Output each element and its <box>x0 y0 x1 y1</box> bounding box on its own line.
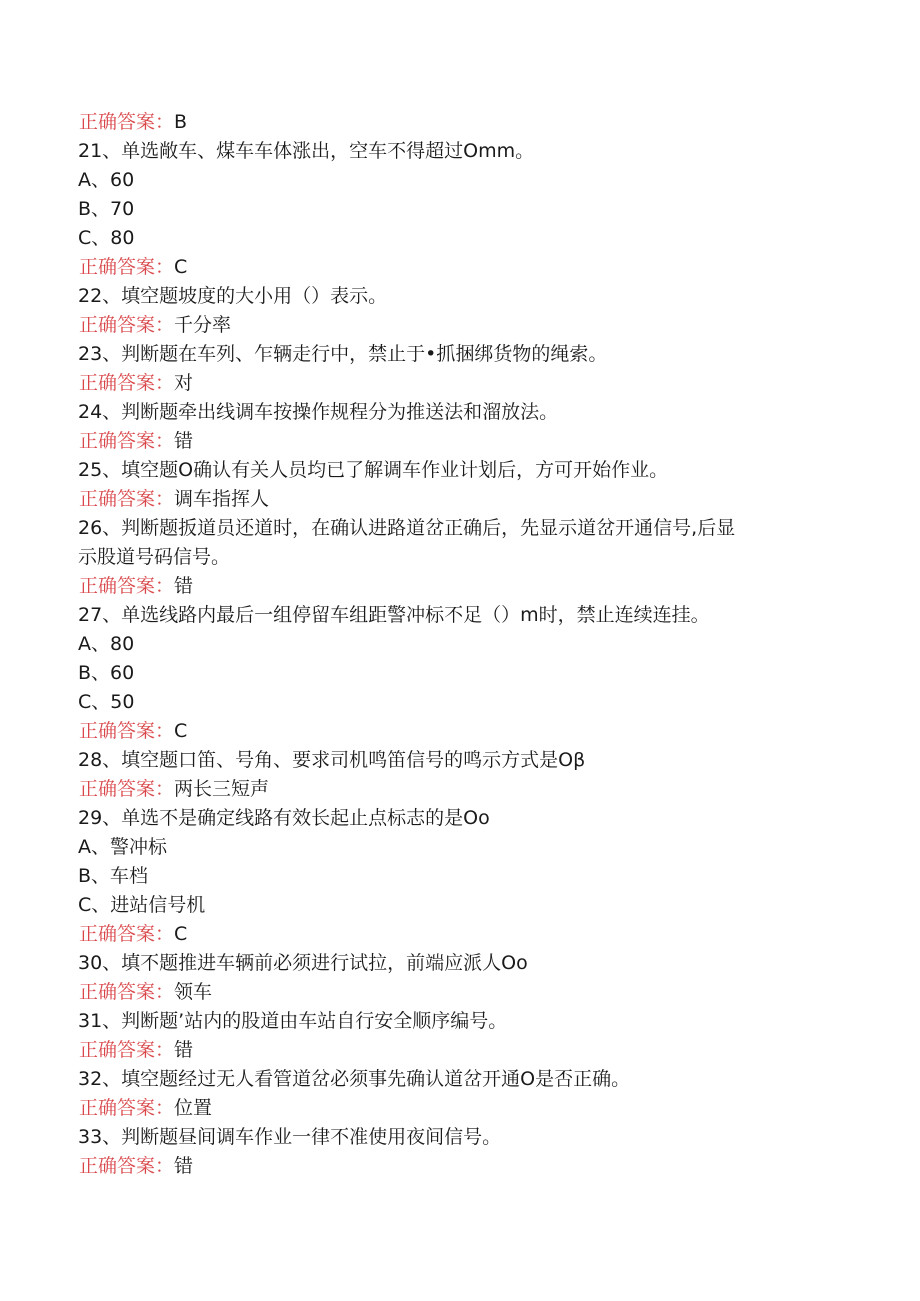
answer-label: 正确答案： <box>79 923 175 945</box>
document-page <box>0 108 920 1181</box>
question-line: 31、判断题’站内的股道由车站自行安全顺序编号。 <box>78 1010 508 1032</box>
question-line: 32、填空题经过无人看管道岔必须事先确认道岔开通O是否正确。 <box>78 1068 631 1090</box>
answer-label: 正确答案： <box>79 720 175 742</box>
answer-label: 正确答案： <box>79 111 175 133</box>
answer-label: 正确答案： <box>79 430 175 452</box>
answer-value: 领车 <box>174 981 213 1003</box>
answer-line <box>0 369 920 398</box>
answer-line <box>0 1152 920 1181</box>
question-line: 28、填空题口笛、号角、要求司机鸣笛信号的鸣示方式是Oβ <box>78 749 586 771</box>
answer-value: C <box>174 256 188 278</box>
answer-value: C <box>174 923 188 945</box>
answer-label: 正确答案： <box>79 488 175 510</box>
answer-value: B <box>174 111 188 133</box>
answer-line <box>0 1036 920 1065</box>
question-line: 23、判断题在车列、乍辆走行中，禁止于•抓捆绑货物的绳索。 <box>78 343 608 365</box>
answer-value: 位置 <box>174 1097 213 1119</box>
question-line: A、60 <box>78 169 135 191</box>
question-line: 示股道号码信号。 <box>78 546 231 568</box>
answer-label: 正确答案： <box>79 372 175 394</box>
answer-value: 两长三短声 <box>174 778 270 800</box>
answer-label: 正确答案： <box>79 314 175 336</box>
answer-line <box>0 572 920 601</box>
answer-line <box>0 920 920 949</box>
question-line: A、警冲标 <box>78 836 167 858</box>
answer-value: 调车指挥人 <box>174 488 270 510</box>
answer-line <box>0 717 920 746</box>
answer-line <box>0 485 920 514</box>
question-line: 21、单选敞车、煤车车体涨出，空车不得超过Omm。 <box>78 140 535 162</box>
question-line: 26、判断题扳道员还道时，在确认进路道岔正确后，先显示道岔开通信号,后显 <box>78 517 736 539</box>
question-line: 22、填空题坡度的大小用（）表示。 <box>78 285 388 307</box>
answer-line <box>0 427 920 456</box>
question-line: A、80 <box>78 633 135 655</box>
answer-label: 正确答案： <box>79 1155 175 1177</box>
answer-value: 错 <box>174 1039 194 1061</box>
question-line: C、80 <box>78 227 135 249</box>
answer-line <box>0 108 920 137</box>
question-line: 30、填不题推进车辆前必须进行试拉，前端应派人Oo <box>78 952 528 974</box>
answer-value: 错 <box>174 1155 194 1177</box>
answer-value: 错 <box>174 430 194 452</box>
answer-label: 正确答案： <box>79 1039 175 1061</box>
question-line: 24、判断题牵出线调车按操作规程分为推送法和溜放法。 <box>78 401 559 423</box>
question-line: 25、填空题O确认有关人员均已了解调车作业计划后，方可开始作业。 <box>78 459 669 481</box>
question-line: C、50 <box>78 691 135 713</box>
answer-value: 千分率 <box>174 314 232 336</box>
question-line: C、进站信号机 <box>78 894 206 916</box>
question-line: 33、判断题昼间调车作业一律不准使用夜间信号。 <box>78 1126 502 1148</box>
question-line: B、车档 <box>78 865 149 887</box>
question-line: B、60 <box>78 662 135 684</box>
answer-line <box>0 775 920 804</box>
question-line: 29、单选不是确定线路有效长起止点标志的是Oo <box>78 807 490 829</box>
answer-value: 对 <box>174 372 194 394</box>
answer-line <box>0 1094 920 1123</box>
answer-line <box>0 978 920 1007</box>
answer-line <box>0 311 920 340</box>
question-line: 27、单选线路内最后一组停留车组距警冲标不足（）m时，禁止连续连挂。 <box>78 604 710 626</box>
answer-value: 错 <box>174 575 194 597</box>
answer-label: 正确答案： <box>79 778 175 800</box>
answer-line <box>0 253 920 282</box>
question-line: B、70 <box>78 198 135 220</box>
answer-label: 正确答案： <box>79 1097 175 1119</box>
answer-value: C <box>174 720 188 742</box>
answer-label: 正确答案： <box>79 981 175 1003</box>
answer-label: 正确答案： <box>79 575 175 597</box>
answer-label: 正确答案： <box>79 256 175 278</box>
